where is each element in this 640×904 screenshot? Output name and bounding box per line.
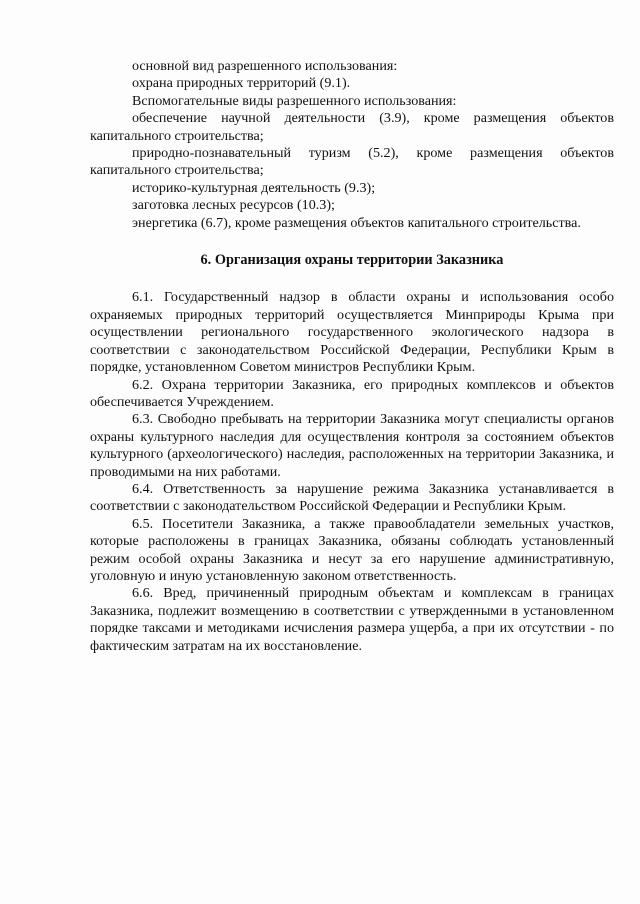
usage-aux-item: заготовка лесных ресурсов (10.3); <box>132 197 335 214</box>
section-paragraphs <box>90 289 614 655</box>
usage-main-label: основной вид разрешенного использования: <box>132 58 398 74</box>
document-body <box>90 58 614 655</box>
paragraph-6-2: 6.2. Охрана территории Заказника, его природных комплексов и объектов обеспечивается Учреждением. <box>90 376 614 410</box>
usage-list <box>90 58 614 232</box>
paragraph-6-6: 6.6. Вред, причиненный природным объектам и комплексам в границах Заказника, подлежит возмещению в соответствии с утвержденными в установленном порядке таксами и методиками исчисления размера ущерба, а при их отсутствии - по фактическим затратам на их восстановление. <box>90 585 614 654</box>
usage-main-item: охрана природных территорий (9.1). <box>132 75 351 92</box>
section-heading: 6. Организация охраны территории Заказника <box>200 252 504 269</box>
paragraph-6-3: 6.3. Свободно пребывать на территории Заказника могут специалисты органов охраны культурного наследия для осуществления контроля за состоянием объектов культурного (археологического) наследия, расположенных на территории Заказника, и проводимыми на них работами. <box>90 411 614 480</box>
usage-aux-item: природно-познавательный туризм (5.2), кроме размещения объектов капитального строительства; <box>90 145 614 179</box>
usage-aux-item: обеспечение научной деятельности (3.9), кроме размещения объектов капитального строительства; <box>90 110 614 144</box>
paragraph-6-5: 6.5. Посетители Заказника, а также правообладатели земельных участков, которые расположены в границах Заказника, обязаны соблюдать установленный режим особой охраны Заказника и несут за его нарушение административную, уголовную и иную установленную законом ответственность. <box>90 515 614 584</box>
usage-aux-item: историко-культурная деятельность (9.3); <box>132 179 376 196</box>
usage-aux-item: энергетика (6.7), кроме размещения объектов капитального строительства. <box>132 214 581 231</box>
paragraph-6-1: 6.1. Государственный надзор в области охраны и использования особо охраняемых природных территорий осуществляется Минприроды Крыма при осуществлении регионального государственного экологического надзора в соответствии с законодательством Российской Федерации, Республики Крым в порядке, установленном Советом министров Республики Крым. <box>90 289 614 376</box>
usage-aux-label: Вспомогательные виды разрешенного использования: <box>132 92 457 109</box>
paragraph-6-4: 6.4. Ответственность за нарушение режима Заказника устанавливается в соответствии с законодательством Российской Федерации и Республики Крым. <box>90 480 614 515</box>
